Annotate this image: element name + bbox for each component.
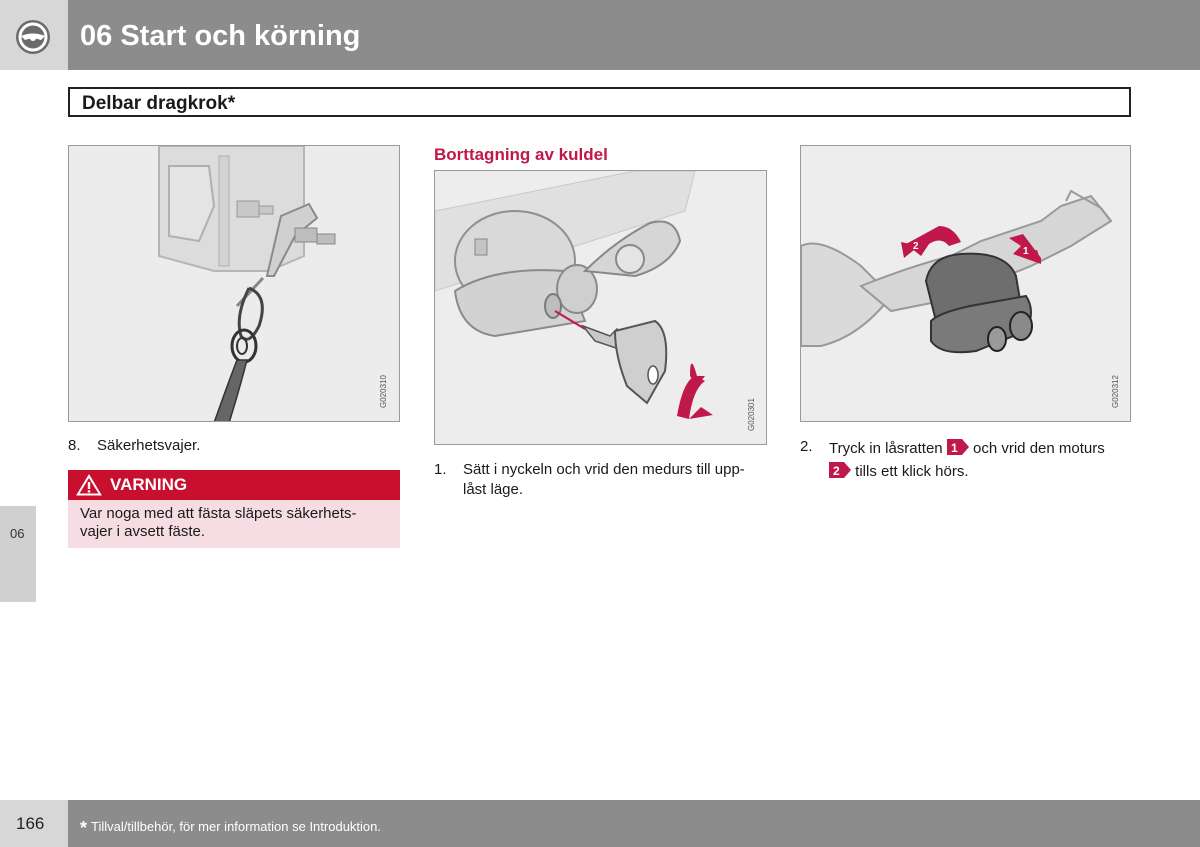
- footnote: [80, 818, 381, 839]
- section-title: Delbar dragkrok*: [82, 93, 236, 114]
- badge-2-label: 2: [833, 464, 840, 478]
- lock-knob-illustration: [801, 146, 1131, 422]
- section-title-box: [68, 87, 1131, 117]
- item-line: [829, 437, 1105, 460]
- badge-1: [947, 439, 969, 455]
- warning-line: Var noga med att fästa släpets säkerhets-: [80, 505, 357, 522]
- footer-bar: [68, 800, 1200, 847]
- steering-wheel-icon: [14, 18, 52, 56]
- warning-triangle-icon: [76, 474, 102, 496]
- warning-text: [80, 505, 357, 541]
- item-text: [463, 460, 745, 500]
- item-text: Säkerhetsvajer.: [97, 437, 201, 454]
- footnote-text: Tillval/tillbehör, för mer information se Introduktion.: [91, 819, 381, 834]
- figure-lock-knob: [800, 145, 1131, 422]
- badge-2-icon: [829, 462, 851, 478]
- page-number: 166: [16, 814, 45, 833]
- list-item-insert-key: [434, 460, 767, 500]
- item-line: låst läge.: [463, 481, 524, 498]
- figure-code: G020312: [1111, 375, 1120, 408]
- item-line: Sätt i nyckeln och vrid den medurs till upp-: [463, 461, 745, 478]
- figure-code: G020301: [747, 398, 756, 431]
- badge-2: [829, 462, 851, 478]
- header-bar: [68, 0, 1200, 70]
- list-item-safety-wire: [68, 436, 400, 456]
- figure-safety-wire: [68, 145, 400, 422]
- warning-label: VARNING: [110, 475, 188, 494]
- item-number: 1.: [434, 461, 447, 478]
- item-number: 2.: [800, 438, 813, 455]
- arrow-label-1: 1: [1023, 246, 1029, 257]
- arrow-label-2: 2: [913, 241, 919, 252]
- item-number: 8.: [68, 437, 81, 454]
- figure-key-insert: [434, 170, 767, 445]
- chapter-side-tab: [0, 506, 36, 602]
- list-item-press-knob: [800, 437, 1131, 483]
- warning-header: [68, 470, 400, 500]
- subheading: Borttagning av kuldel: [434, 145, 608, 164]
- item-line-text: tills ett klick hörs.: [855, 463, 969, 480]
- item-text: [829, 437, 1105, 483]
- item-line-text: Tryck in låsratten: [829, 440, 943, 457]
- badge-1-icon: [947, 439, 969, 455]
- safety-wire-illustration: [69, 146, 400, 422]
- item-line-text: och vrid den moturs: [973, 440, 1105, 457]
- header-icon-area: [0, 0, 68, 70]
- footnote-star: *: [80, 818, 88, 838]
- warning-body: [68, 500, 400, 548]
- side-tab-label: 06: [10, 526, 25, 541]
- key-insert-illustration: [435, 171, 767, 445]
- badge-1-label: 1: [950, 441, 958, 455]
- chapter-title: 06 Start och körning: [80, 20, 361, 52]
- warning-line: vajer i avsett fäste.: [80, 523, 206, 540]
- footer-page-area: [0, 800, 68, 847]
- figure-code: G020310: [379, 375, 388, 408]
- item-line: [829, 460, 1105, 483]
